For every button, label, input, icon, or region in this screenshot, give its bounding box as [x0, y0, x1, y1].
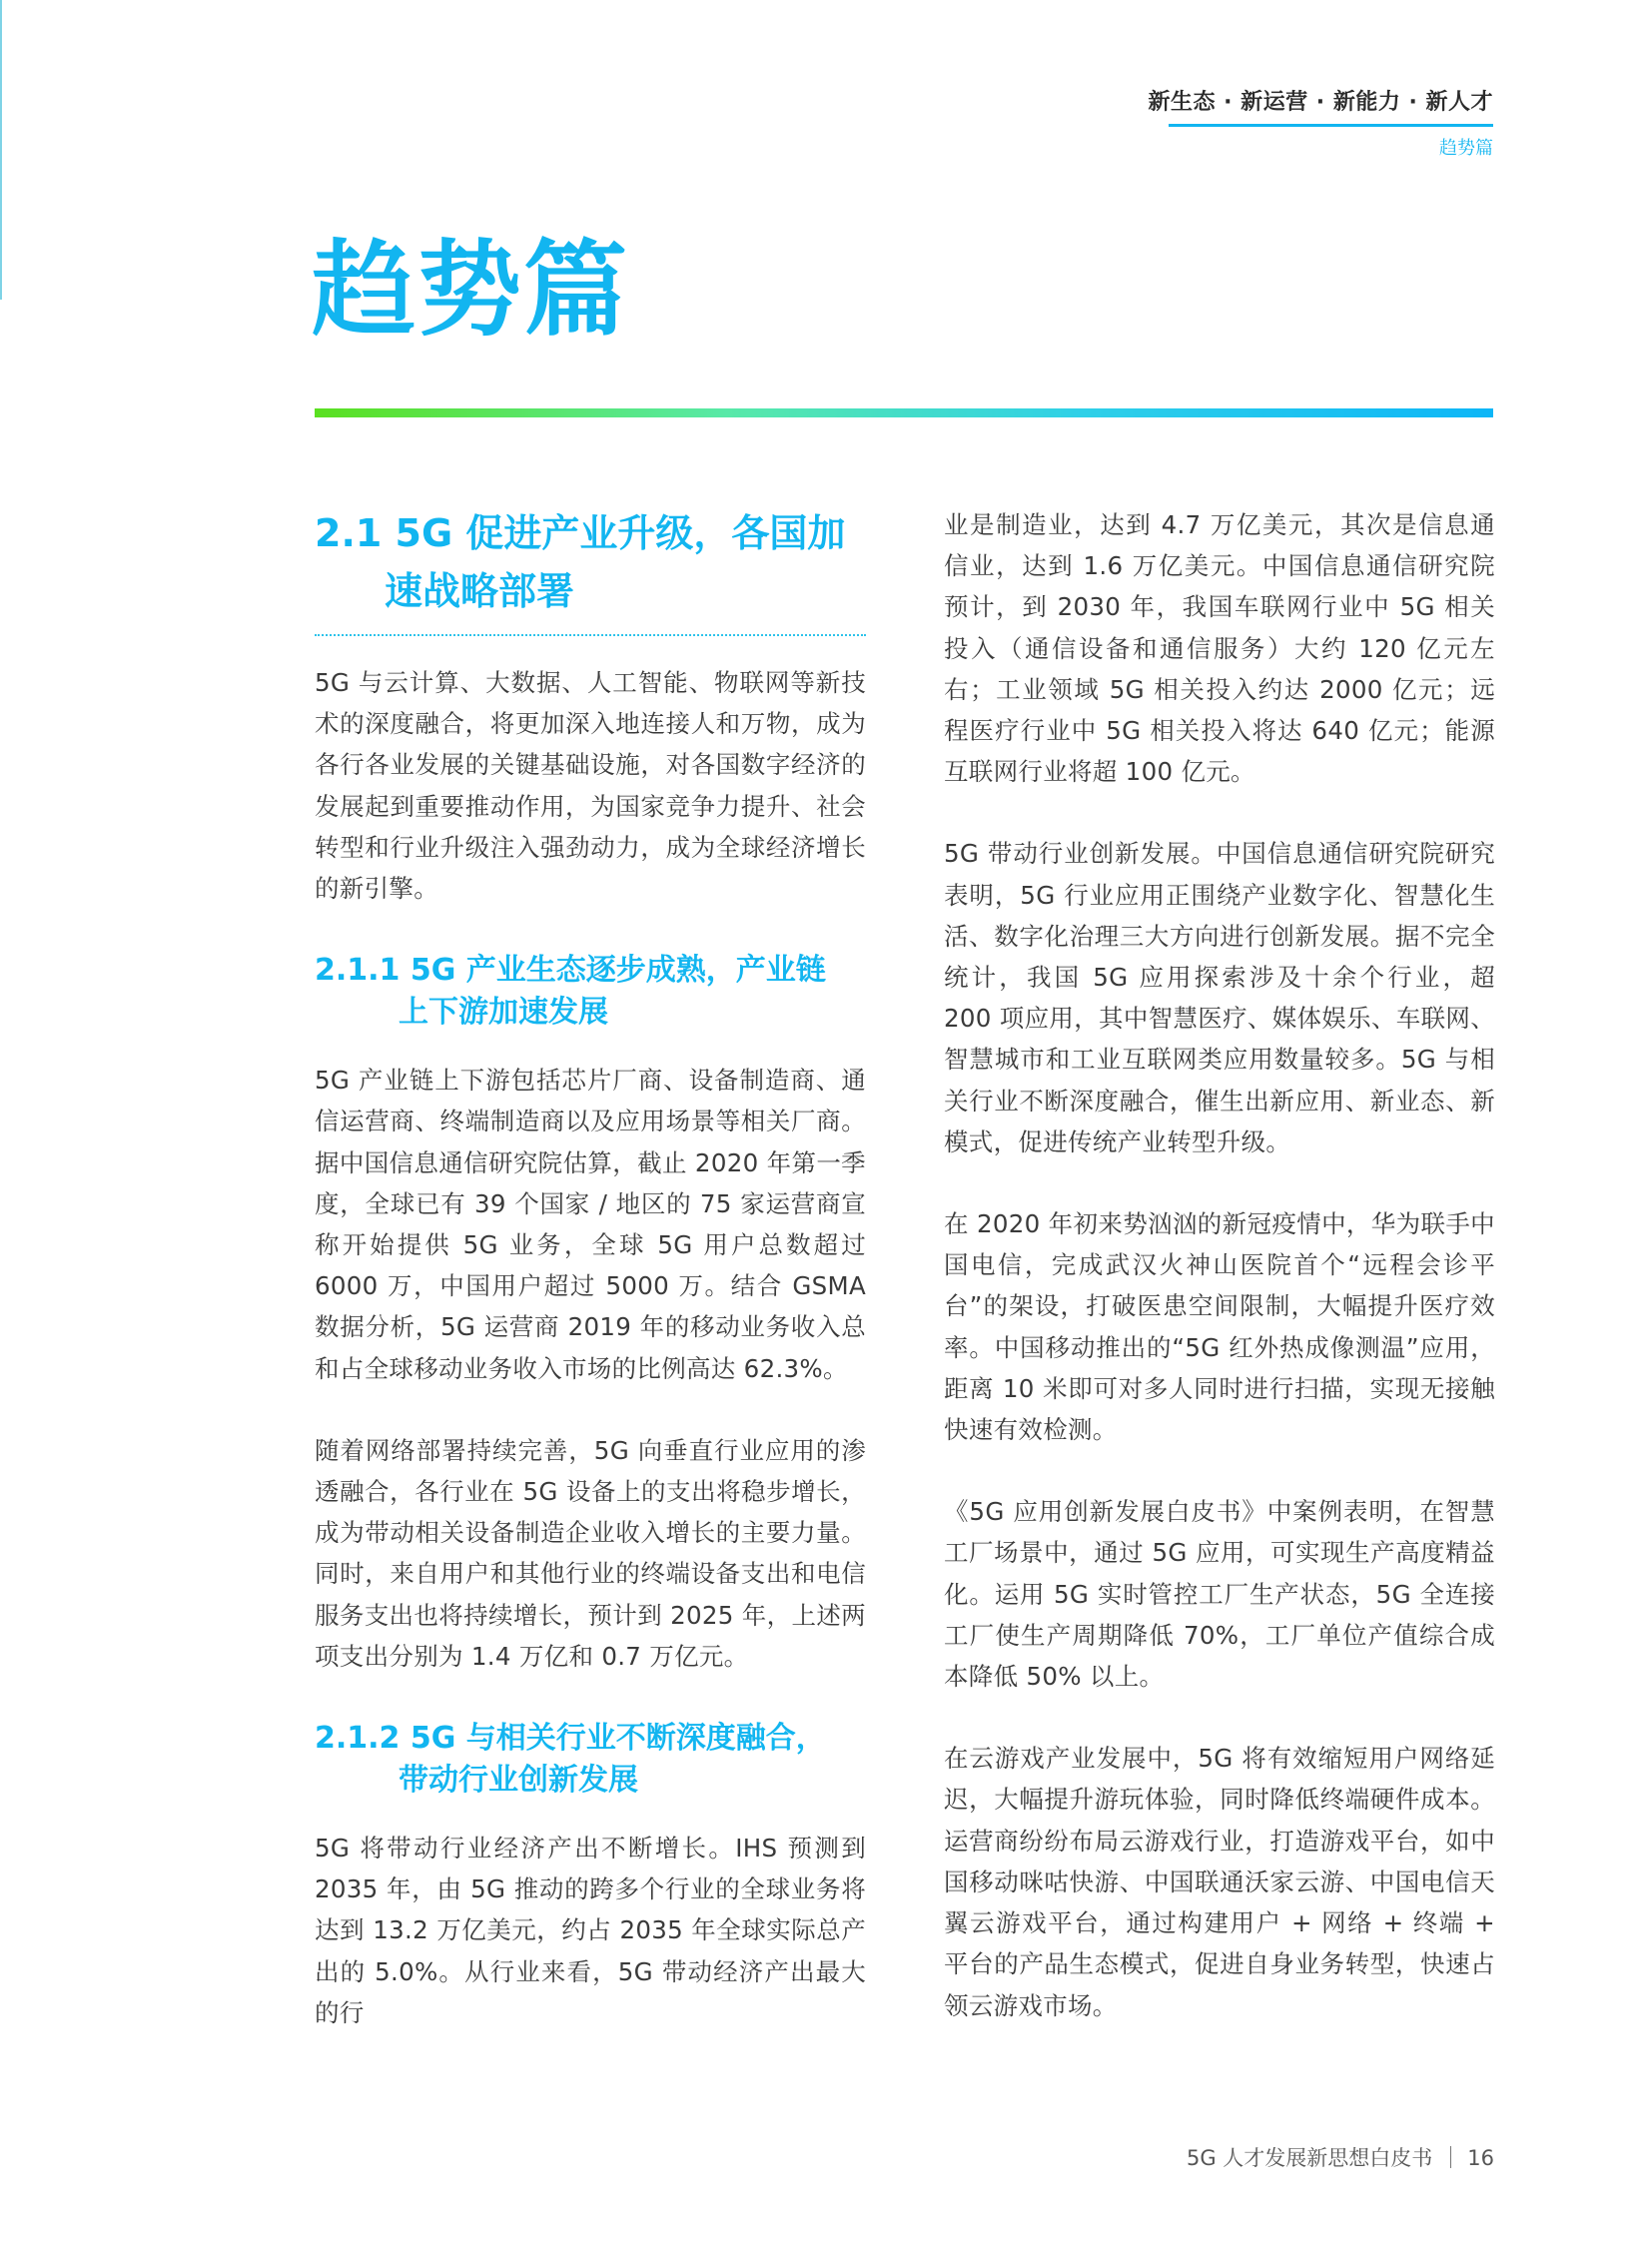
heading-line-1: 2.1.2 5G 与相关行业不断深度融合，: [315, 1721, 826, 1757]
left-column: [315, 499, 866, 2033]
body-paragraph: 5G 带动行业创新发展。中国信息通信研究院研究表明，5G 行业应用正围绕产业数字化、智慧化生活、数字化治理三大方向进行创新发展。据不完全统计，我国 5G 应用探索涉及十余个行业，超 200 项应用，其中智慧医疗、媒体娱乐、车联网、智慧城市和工业互联网类应用数量较多。5G 与相关行业不断深度融合，催生出新应用、新业态、新模式，促进传统产业转型升级。: [944, 839, 1495, 1156]
heading-line-1: 2.1 5G 促进产业升级，各国加: [315, 511, 846, 555]
body-paragraph: 业是制造业，达到 4.7 万亿美元，其次是信息通信业，达到 1.6 万亿美元。中国信息通信研究院预计，到 2030 年，我国车联网行业中 5G 相关投入（通信设备和通信服务）大约 120 亿元左右；工业领域 5G 相关投入约达 2000 亿元；远程医疗行业中 5G 相关投入将达 640 亿元；能源互联网行业将超 100 亿元。: [944, 510, 1495, 787]
heading-line-1: 2.1.1 5G 产业生态逐步成熟，产业链: [315, 953, 826, 989]
body-paragraph: 《5G 应用创新发展白皮书》中案例表明，在智慧工厂场景中，通过 5G 应用，可实现生产高度精益化。运用 5G 实时管控工厂生产状态，5G 全连接工厂使生产周期降低 70%，工厂单位产值综合成本降低 50% 以上。: [944, 1497, 1495, 1692]
header-tagline: 新生态 · 新运营 · 新能力 · 新人才: [1148, 90, 1493, 115]
header-rule: [1169, 124, 1493, 127]
footer-publication-title: 5G 人才发展新思想白皮书: [1186, 2146, 1433, 2170]
running-header: [1148, 88, 1493, 161]
body-paragraph: 5G 产业链上下游包括芯片厂商、设备制造商、通信运营商、终端制造商以及应用场景等相关厂商。据中国信息通信研究院估算，截止 2020 年第一季度，全球已有 39 个国家 / 地区的 75 家运营商宣称开始提供 5G 业务，全球 5G 用户总数超过 6000 万，中国用户超过 5000 万。结合 GSMA 数据分析，5G 运营商 2019 年的移动业务收入总和占全球移动业务收入市场的比例高达 62.3%。: [315, 1066, 866, 1383]
body-paragraph: 5G 将带动行业经济产出不断增长。IHS 预测到 2035 年，由 5G 推动的跨多个行业的全球业务将达到 13.2 万亿美元，约占 2035 年全球实际总产出的 5.0%。从行业来看，5G 带动经济产出最大的行: [315, 1834, 866, 2027]
page-number: 16: [1467, 2146, 1494, 2170]
page-footer: [1187, 2144, 1494, 2172]
heading-line-2: 速战略部署: [385, 569, 575, 613]
section-heading-2-1: [315, 504, 866, 620]
page-edge-mark: [0, 0, 2, 300]
subsection-heading-2-1-1: [315, 950, 866, 1034]
header-section-label: 趋势篇: [1439, 138, 1493, 159]
section-dotted-divider: [315, 634, 866, 636]
right-column: [944, 504, 1495, 2026]
heading-line-2: 带动行业创新发展: [399, 1763, 638, 1799]
chapter-title: 趋势篇: [312, 229, 630, 351]
body-paragraph: 在云游戏产业发展中，5G 将有效缩短用户网络延迟，大幅提升游玩体验，同时降低终端硬件成本。运营商纷纷布局云游戏行业，打造游戏平台，如中国移动咪咕快游、中国联通沃家云游、中国电信天翼云游戏平台，通过构建用户 + 网络 + 终端 + 平台的产品生态模式，促进自身业务转型，快速占领云游戏市场。: [944, 1744, 1495, 2020]
body-paragraph: 在 2020 年初来势汹汹的新冠疫情中，华为联手中国电信，完成武汉火神山医院首个“远程会诊平台”的架设，打破医患空间限制，大幅提升医疗效率。中国移动推出的“5G 红外热成像测温”应用，距离 10 米即可对多人同时进行扫描，实现无接触快速有效检测。: [944, 1209, 1495, 1445]
footer-separator: [1450, 2146, 1451, 2168]
body-paragraph: 随着网络部署持续完善，5G 向垂直行业应用的渗透融合，各行业在 5G 设备上的支出将稳步增长，成为带动相关设备制造企业收入增长的主要力量。同时，来自用户和其他行业的终端设备支出和电信服务支出也将持续增长，预计到 2025 年，上述两项支出分别为 1.4 万亿和 0.7 万亿元。: [315, 1435, 866, 1671]
body-paragraph: 5G 与云计算、大数据、人工智能、物联网等新技术的深度融合，将更加深入地连接人和万物，成为各行各业发展的关键基础设施，对各国数字经济的发展起到重要推动作用，为国家竞争力提升、社会转型和行业升级注入强劲动力，成为全球经济增长的新引擎。: [315, 668, 866, 904]
subsection-heading-2-1-2: [315, 1718, 866, 1802]
title-gradient-divider: [315, 408, 1493, 417]
heading-line-2: 上下游加速发展: [399, 995, 608, 1031]
